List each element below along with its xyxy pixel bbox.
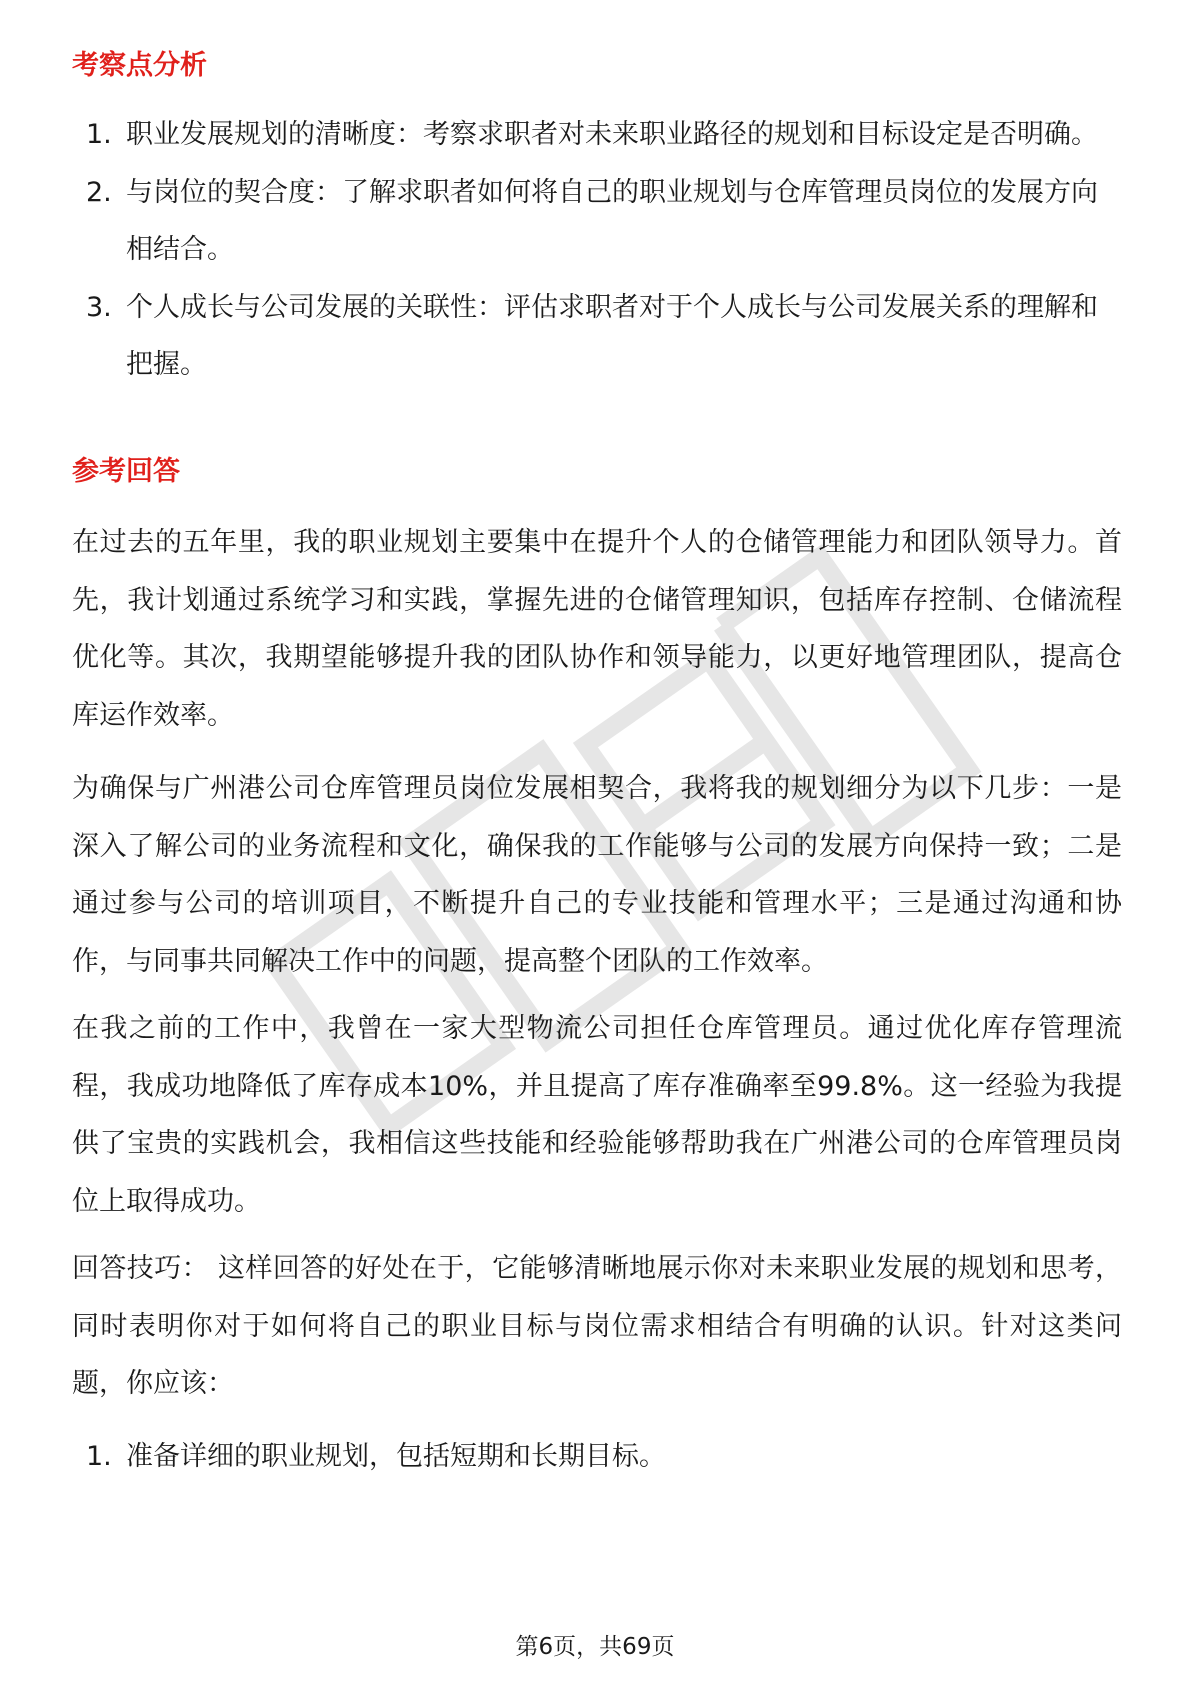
- answer-tips-paragraph: 回答技巧： 这样回答的好处在于，它能够清晰地展示你对未来职业发展的规划和思考，同时表明你对于如何将自己的职业目标与岗位需求相结合有明确的认识。针对这类问题，你应该：: [72, 1253, 1122, 1399]
- section-heading-analysis: 考察点分析: [72, 50, 207, 81]
- list-item: [0, 1428, 1116, 1485]
- list-number: 1.: [86, 1441, 112, 1472]
- list-item-text: 准备详细的职业规划，包括短期和长期目标。: [126, 1441, 666, 1472]
- list-item-text: 职业发展规划的清晰度：考察求职者对未来职业路径的规划和目标设定是否明确。: [126, 119, 1098, 150]
- page-number-footer: 第6页，共69页: [515, 1634, 675, 1660]
- list-item: [0, 106, 1116, 163]
- answer-paragraph-2: 为确保与广州港公司仓库管理员岗位发展相契合，我将我的规划细分为以下几步：一是深入了解公司的业务流程和文化，确保我的工作能够与公司的发展方向保持一致；二是通过参与公司的培训项目，不断提升自己的专业技能和管理水平；三是通过沟通和协作，与同事共同解决工作中的问题，提高整个团队的工作效率。: [72, 773, 1122, 977]
- answer-paragraph-1: 在过去的五年里，我的职业规划主要集中在提升个人的仓储管理能力和团队领导力。首先，我计划通过系统学习和实践，掌握先进的仓储管理知识，包括库存控制、仓储流程优化等。其次，我期望能够提升我的团队协作和领导能力，以更好地管理团队，提高仓库运作效率。: [72, 527, 1122, 731]
- answer-paragraph-3: 在我之前的工作中，我曾在一家大型物流公司担任仓库管理员。通过优化库存管理流程，我成功地降低了库存成本10%，并且提高了库存准确率至99.8%。这一经验为我提供了宝贵的实践机会，我相信这些技能和经验能够帮助我在广州港公司的仓库管理员岗位上取得成功。: [72, 1013, 1122, 1217]
- list-item: [0, 164, 1116, 278]
- list-item: [0, 279, 1116, 393]
- list-item-text: 与岗位的契合度：了解求职者如何将自己的职业规划与仓库管理员岗位的发展方向相结合。: [126, 177, 1098, 265]
- section-heading-reference-answer: 参考回答: [72, 456, 180, 487]
- tips-list: [0, 1428, 1116, 1486]
- list-number: 1.: [86, 119, 112, 150]
- analysis-list: [0, 106, 1116, 394]
- list-number: 3.: [86, 292, 112, 323]
- list-item-text: 个人成长与公司发展的关联性：评估求职者对于个人成长与公司发展关系的理解和把握。: [126, 292, 1098, 380]
- list-number: 2.: [86, 177, 112, 208]
